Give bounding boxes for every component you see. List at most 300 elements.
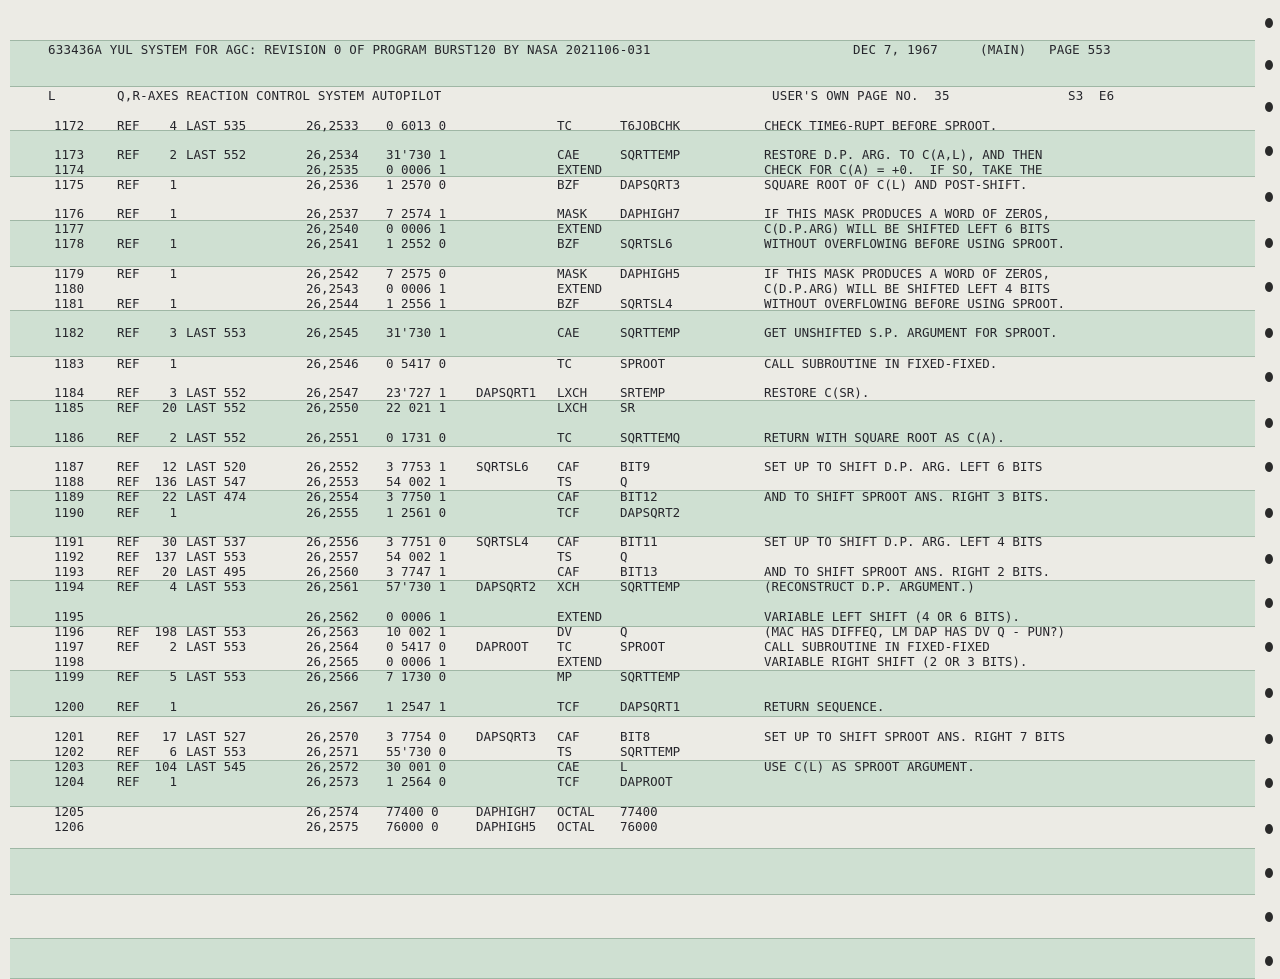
ref-count: 136 bbox=[154, 474, 177, 489]
opcode: LXCH bbox=[557, 385, 588, 400]
octal-value: 10 002 1 bbox=[386, 624, 447, 639]
ref-count: 104 bbox=[154, 759, 177, 774]
last-ref: LAST 553 bbox=[186, 744, 247, 759]
ref-marker: REF bbox=[117, 474, 140, 489]
listing-row bbox=[0, 282, 1280, 297]
operand: SQRTTEMQ bbox=[620, 430, 681, 445]
octal-value: 3 7753 1 bbox=[386, 459, 447, 474]
comment: (RECONSTRUCT D.P. ARGUMENT.) bbox=[764, 579, 975, 594]
last-ref: LAST 552 bbox=[186, 430, 247, 445]
address: 26,2552 bbox=[306, 459, 359, 474]
line-number: 1195 bbox=[54, 609, 85, 624]
operand: SQRTTEMP bbox=[620, 744, 681, 759]
opcode: MASK bbox=[557, 266, 588, 281]
line-number: 1189 bbox=[54, 489, 85, 504]
address: 26,2536 bbox=[306, 177, 359, 192]
ref-marker: REF bbox=[117, 385, 140, 400]
octal-value: 22 021 1 bbox=[386, 400, 447, 415]
operand: SQRTTEMP bbox=[620, 325, 681, 340]
address: 26,2570 bbox=[306, 729, 359, 744]
operand: SQRTSL6 bbox=[620, 236, 673, 251]
ref-marker: REF bbox=[117, 774, 140, 789]
ref-count: 22 bbox=[161, 489, 177, 504]
octal-value: 1 2547 1 bbox=[386, 699, 447, 714]
listing-row bbox=[0, 119, 1280, 134]
line-number: 1184 bbox=[54, 385, 85, 400]
ref-count: 1 bbox=[169, 206, 177, 221]
address: 26,2541 bbox=[306, 236, 359, 251]
address: 26,2533 bbox=[306, 118, 359, 133]
comment: GET UNSHIFTED S.P. ARGUMENT FOR SPROOT. bbox=[764, 325, 1058, 340]
operand: BIT13 bbox=[620, 564, 658, 579]
octal-value: 31'730 1 bbox=[386, 147, 447, 162]
comment: AND TO SHIFT SPROOT ANS. RIGHT 2 BITS. bbox=[764, 564, 1050, 579]
listing-row bbox=[0, 178, 1280, 193]
address: 26,2554 bbox=[306, 489, 359, 504]
line-number: 1179 bbox=[54, 266, 85, 281]
last-ref: LAST 553 bbox=[186, 549, 247, 564]
octal-value: 54 002 1 bbox=[386, 549, 447, 564]
opcode: EXTEND bbox=[557, 281, 603, 296]
opcode: EXTEND bbox=[557, 609, 603, 624]
address: 26,2566 bbox=[306, 669, 359, 684]
line-number: 1181 bbox=[54, 296, 85, 311]
ref-marker: REF bbox=[117, 400, 140, 415]
listing-row bbox=[0, 237, 1280, 252]
address: 26,2540 bbox=[306, 221, 359, 236]
listing-row bbox=[0, 730, 1280, 745]
line-number: 1192 bbox=[54, 549, 85, 564]
octal-value: 1 2561 0 bbox=[386, 505, 447, 520]
address: 26,2556 bbox=[306, 534, 359, 549]
ref-marker: REF bbox=[117, 699, 140, 714]
listing-row bbox=[0, 475, 1280, 490]
line-number: 1177 bbox=[54, 221, 85, 236]
opcode: BZF bbox=[557, 177, 580, 192]
ref-count: 20 bbox=[161, 400, 177, 415]
opcode: BZF bbox=[557, 236, 580, 251]
operand: L bbox=[620, 759, 628, 774]
section-title: Q,R-AXES REACTION CONTROL SYSTEM AUTOPILOT bbox=[117, 88, 442, 103]
operand: Q bbox=[620, 474, 628, 489]
operand: SR bbox=[620, 400, 636, 415]
listing-row bbox=[0, 490, 1280, 505]
address: 26,2542 bbox=[306, 266, 359, 281]
feed-hole-icon bbox=[1265, 18, 1273, 28]
opcode: DV bbox=[557, 624, 573, 639]
ref-marker: REF bbox=[117, 744, 140, 759]
listing-row bbox=[0, 357, 1280, 372]
line-number: 1198 bbox=[54, 654, 85, 669]
listing-row bbox=[0, 760, 1280, 775]
octal-value: 54 002 1 bbox=[386, 474, 447, 489]
opcode: TS bbox=[557, 474, 573, 489]
user-page-number: USER'S OWN PAGE NO. 35 bbox=[772, 88, 950, 103]
ref-marker: REF bbox=[117, 489, 140, 504]
comment: IF THIS MASK PRODUCES A WORD OF ZEROS, bbox=[764, 206, 1050, 221]
octal-value: 57'730 1 bbox=[386, 579, 447, 594]
address: 26,2550 bbox=[306, 400, 359, 415]
line-number: 1197 bbox=[54, 639, 85, 654]
opcode: CAF bbox=[557, 534, 580, 549]
opcode: TS bbox=[557, 549, 573, 564]
opcode: TC bbox=[557, 118, 573, 133]
line-number: 1174 bbox=[54, 162, 85, 177]
opcode: CAF bbox=[557, 564, 580, 579]
last-ref: LAST 552 bbox=[186, 147, 247, 162]
line-number: 1183 bbox=[54, 356, 85, 371]
address: 26,2534 bbox=[306, 147, 359, 162]
octal-value: 3 7751 0 bbox=[386, 534, 447, 549]
last-ref: LAST 520 bbox=[186, 459, 247, 474]
line-number: 1196 bbox=[54, 624, 85, 639]
ref-marker: REF bbox=[117, 296, 140, 311]
address: 26,2535 bbox=[306, 162, 359, 177]
line-number: 1175 bbox=[54, 177, 85, 192]
address: 26,2562 bbox=[306, 609, 359, 624]
comment: RETURN SEQUENCE. bbox=[764, 699, 885, 714]
operand: DAPHIGH5 bbox=[620, 266, 681, 281]
opcode: OCTAL bbox=[557, 804, 595, 819]
listing-row bbox=[0, 535, 1280, 550]
line-number: 1187 bbox=[54, 459, 85, 474]
ref-marker: REF bbox=[117, 356, 140, 371]
listing-row bbox=[0, 775, 1280, 790]
listing-row bbox=[0, 460, 1280, 475]
address: 26,2563 bbox=[306, 624, 359, 639]
comment: AND TO SHIFT SPROOT ANS. RIGHT 3 BITS. bbox=[764, 489, 1050, 504]
line-number: 1191 bbox=[54, 534, 85, 549]
comment: VARIABLE LEFT SHIFT (4 OR 6 BITS). bbox=[764, 609, 1020, 624]
octal-value: 0 0006 1 bbox=[386, 281, 447, 296]
ref-marker: REF bbox=[117, 206, 140, 221]
operand: BIT8 bbox=[620, 729, 651, 744]
ref-count: 1 bbox=[169, 177, 177, 192]
code-label: DAPHIGH5 bbox=[476, 819, 537, 834]
address: 26,2565 bbox=[306, 654, 359, 669]
last-ref: LAST 535 bbox=[186, 118, 247, 133]
listing-row bbox=[0, 610, 1280, 625]
line-number: 1193 bbox=[54, 564, 85, 579]
octal-value: 0 0006 1 bbox=[386, 654, 447, 669]
opcode: TCF bbox=[557, 505, 580, 520]
ref-count: 1 bbox=[169, 266, 177, 281]
address: 26,2537 bbox=[306, 206, 359, 221]
listing-row bbox=[0, 386, 1280, 401]
opcode: MP bbox=[557, 669, 573, 684]
ref-count: 6 bbox=[169, 744, 177, 759]
operand: 77400 bbox=[620, 804, 658, 819]
listing-row bbox=[0, 222, 1280, 237]
listing-row bbox=[0, 805, 1280, 820]
address: 26,2543 bbox=[306, 281, 359, 296]
ref-marker: REF bbox=[117, 534, 140, 549]
address: 26,2571 bbox=[306, 744, 359, 759]
address: 26,2551 bbox=[306, 430, 359, 445]
ref-count: 4 bbox=[169, 579, 177, 594]
opcode: TC bbox=[557, 430, 573, 445]
comment: RESTORE C(SR). bbox=[764, 385, 870, 400]
listing-row bbox=[0, 565, 1280, 580]
listing-row bbox=[0, 550, 1280, 565]
operand: BIT11 bbox=[620, 534, 658, 549]
ref-count: 5 bbox=[169, 669, 177, 684]
code-label: DAPHIGH7 bbox=[476, 804, 537, 819]
address: 26,2560 bbox=[306, 564, 359, 579]
line-number: 1180 bbox=[54, 281, 85, 296]
last-ref: LAST 553 bbox=[186, 639, 247, 654]
paper-band bbox=[10, 938, 1255, 979]
line-number: 1203 bbox=[54, 759, 85, 774]
octal-value: 0 6013 0 bbox=[386, 118, 447, 133]
operand: BIT9 bbox=[620, 459, 651, 474]
octal-value: 3 7750 1 bbox=[386, 489, 447, 504]
ref-marker: REF bbox=[117, 639, 140, 654]
ref-count: 12 bbox=[161, 459, 177, 474]
feed-hole-icon bbox=[1265, 102, 1273, 112]
octal-value: 76000 0 bbox=[386, 819, 439, 834]
comment: RETURN WITH SQUARE ROOT AS C(A). bbox=[764, 430, 1005, 445]
code-label: DAPSQRT1 bbox=[476, 385, 537, 400]
octal-value: 7 2575 0 bbox=[386, 266, 447, 281]
last-ref: LAST 553 bbox=[186, 325, 247, 340]
opcode: EXTEND bbox=[557, 162, 603, 177]
line-number: 1200 bbox=[54, 699, 85, 714]
opcode: MASK bbox=[557, 206, 588, 221]
feed-hole-icon bbox=[1265, 688, 1273, 698]
feed-hole-icon bbox=[1265, 956, 1273, 966]
comment: CALL SUBROUTINE IN FIXED-FIXED. bbox=[764, 356, 998, 371]
opcode: LXCH bbox=[557, 400, 588, 415]
operand: SPROOT bbox=[620, 356, 666, 371]
listing-row bbox=[0, 431, 1280, 446]
listing-row bbox=[0, 148, 1280, 163]
opcode: CAF bbox=[557, 459, 580, 474]
line-number: 1204 bbox=[54, 774, 85, 789]
feed-hole-icon bbox=[1265, 598, 1273, 608]
listing-flag: L bbox=[48, 88, 56, 103]
comment: IF THIS MASK PRODUCES A WORD OF ZEROS, bbox=[764, 266, 1050, 281]
ref-count: 2 bbox=[169, 639, 177, 654]
last-ref: LAST 474 bbox=[186, 489, 247, 504]
opcode: EXTEND bbox=[557, 221, 603, 236]
ref-marker: REF bbox=[117, 564, 140, 579]
listing-row bbox=[0, 163, 1280, 178]
ref-marker: REF bbox=[117, 118, 140, 133]
octal-value: 23'727 1 bbox=[386, 385, 447, 400]
code-label: DAPSQRT3 bbox=[476, 729, 537, 744]
ref-marker: REF bbox=[117, 147, 140, 162]
octal-value: 1 2552 0 bbox=[386, 236, 447, 251]
octal-value: 7 1730 0 bbox=[386, 669, 447, 684]
octal-value: 0 5417 0 bbox=[386, 639, 447, 654]
ref-count: 1 bbox=[169, 236, 177, 251]
address: 26,2553 bbox=[306, 474, 359, 489]
ref-count: 3 bbox=[169, 385, 177, 400]
opcode: BZF bbox=[557, 296, 580, 311]
octal-value: 1 2570 0 bbox=[386, 177, 447, 192]
listing-row bbox=[0, 625, 1280, 640]
ref-count: 1 bbox=[169, 296, 177, 311]
comment: SET UP TO SHIFT D.P. ARG. LEFT 4 BITS bbox=[764, 534, 1043, 549]
opcode: TC bbox=[557, 639, 573, 654]
opcode: CAF bbox=[557, 729, 580, 744]
octal-value: 1 2564 0 bbox=[386, 774, 447, 789]
feed-hole-icon bbox=[1265, 60, 1273, 70]
line-number: 1186 bbox=[54, 430, 85, 445]
address: 26,2555 bbox=[306, 505, 359, 520]
line-number: 1178 bbox=[54, 236, 85, 251]
listing-row bbox=[0, 207, 1280, 222]
opcode: CAE bbox=[557, 147, 580, 162]
ref-count: 2 bbox=[169, 147, 177, 162]
operand: SQRTSL4 bbox=[620, 296, 673, 311]
listing-row bbox=[0, 580, 1280, 595]
comment: SET UP TO SHIFT D.P. ARG. LEFT 6 BITS bbox=[764, 459, 1043, 474]
opcode: CAF bbox=[557, 489, 580, 504]
comment: C(D.P.ARG) WILL BE SHIFTED LEFT 4 BITS bbox=[764, 281, 1050, 296]
last-ref: LAST 545 bbox=[186, 759, 247, 774]
address: 26,2567 bbox=[306, 699, 359, 714]
operand: SQRTTEMP bbox=[620, 579, 681, 594]
line-number: 1188 bbox=[54, 474, 85, 489]
ref-marker: REF bbox=[117, 459, 140, 474]
line-number: 1194 bbox=[54, 579, 85, 594]
address: 26,2547 bbox=[306, 385, 359, 400]
ref-count: 1 bbox=[169, 774, 177, 789]
ref-marker: REF bbox=[117, 729, 140, 744]
listing-row bbox=[0, 820, 1280, 835]
comment: C(D.P.ARG) WILL BE SHIFTED LEFT 6 BITS bbox=[764, 221, 1050, 236]
ref-marker: REF bbox=[117, 759, 140, 774]
last-ref: LAST 553 bbox=[186, 669, 247, 684]
last-ref: LAST 553 bbox=[186, 624, 247, 639]
address: 26,2561 bbox=[306, 579, 359, 594]
feed-hole-icon bbox=[1265, 372, 1273, 382]
opcode: CAE bbox=[557, 325, 580, 340]
octal-value: 77400 0 bbox=[386, 804, 439, 819]
address: 26,2573 bbox=[306, 774, 359, 789]
octal-value: 55'730 0 bbox=[386, 744, 447, 759]
ref-count: 1 bbox=[169, 505, 177, 520]
octal-value: 7 2574 1 bbox=[386, 206, 447, 221]
listing-row bbox=[0, 670, 1280, 685]
ref-count: 20 bbox=[161, 564, 177, 579]
listing-row bbox=[0, 506, 1280, 521]
ref-count: 30 bbox=[161, 534, 177, 549]
last-ref: LAST 553 bbox=[186, 579, 247, 594]
ref-count: 17 bbox=[161, 729, 177, 744]
ref-marker: REF bbox=[117, 579, 140, 594]
ref-marker: REF bbox=[117, 505, 140, 520]
address: 26,2575 bbox=[306, 819, 359, 834]
last-ref: LAST 527 bbox=[186, 729, 247, 744]
ref-count: 3 bbox=[169, 325, 177, 340]
operand: DAPROOT bbox=[620, 774, 673, 789]
comment: CHECK FOR C(A) = +0. IF SO, TAKE THE bbox=[764, 162, 1043, 177]
ref-marker: REF bbox=[117, 236, 140, 251]
ref-marker: REF bbox=[117, 325, 140, 340]
octal-value: 3 7754 0 bbox=[386, 729, 447, 744]
address: 26,2544 bbox=[306, 296, 359, 311]
last-ref: LAST 537 bbox=[186, 534, 247, 549]
comment: SQUARE ROOT OF C(L) AND POST-SHIFT. bbox=[764, 177, 1028, 192]
operand: SQRTTEMP bbox=[620, 669, 681, 684]
operand: SPROOT bbox=[620, 639, 666, 654]
listing-row bbox=[0, 655, 1280, 670]
feed-hole-icon bbox=[1265, 912, 1273, 922]
operand: BIT12 bbox=[620, 489, 658, 504]
paper-band bbox=[10, 848, 1255, 895]
ref-marker: REF bbox=[117, 669, 140, 684]
listing-row bbox=[0, 326, 1280, 341]
ref-marker: REF bbox=[117, 549, 140, 564]
ref-marker: REF bbox=[117, 177, 140, 192]
ref-marker: REF bbox=[117, 624, 140, 639]
address: 26,2574 bbox=[306, 804, 359, 819]
last-ref: LAST 495 bbox=[186, 564, 247, 579]
octal-value: 1 2556 1 bbox=[386, 296, 447, 311]
opcode: TS bbox=[557, 744, 573, 759]
comment: (MAC HAS DIFFEQ, LM DAP HAS DV Q - PUN?) bbox=[764, 624, 1066, 639]
octal-value: 0 0006 1 bbox=[386, 162, 447, 177]
code-label: DAPSQRT2 bbox=[476, 579, 537, 594]
code-label: SQRTSL6 bbox=[476, 459, 529, 474]
octal-value: 0 1731 0 bbox=[386, 430, 447, 445]
ref-count: 1 bbox=[169, 356, 177, 371]
comment: WITHOUT OVERFLOWING BEFORE USING SPROOT. bbox=[764, 236, 1066, 251]
octal-value: 0 5417 0 bbox=[386, 356, 447, 371]
last-ref: LAST 552 bbox=[186, 400, 247, 415]
comment: VARIABLE RIGHT SHIFT (2 OR 3 BITS). bbox=[764, 654, 1028, 669]
address: 26,2557 bbox=[306, 549, 359, 564]
operand: SRTEMP bbox=[620, 385, 666, 400]
opcode: TCF bbox=[557, 774, 580, 789]
octal-value: 31'730 1 bbox=[386, 325, 447, 340]
line-number: 1173 bbox=[54, 147, 85, 162]
comment: SET UP TO SHIFT SPROOT ANS. RIGHT 7 BITS bbox=[764, 729, 1066, 744]
code-label: SQRTSL4 bbox=[476, 534, 529, 549]
operand: SQRTTEMP bbox=[620, 147, 681, 162]
listing-row bbox=[0, 745, 1280, 760]
line-number: 1172 bbox=[54, 118, 85, 133]
opcode: XCH bbox=[557, 579, 580, 594]
comment: CALL SUBROUTINE IN FIXED-FIXED bbox=[764, 639, 990, 654]
operand: Q bbox=[620, 549, 628, 564]
line-number: 1206 bbox=[54, 819, 85, 834]
line-number: 1205 bbox=[54, 804, 85, 819]
line-number: 1201 bbox=[54, 729, 85, 744]
operand: DAPSQRT3 bbox=[620, 177, 681, 192]
comment: RESTORE D.P. ARG. TO C(A,L), AND THEN bbox=[764, 147, 1043, 162]
operand: 76000 bbox=[620, 819, 658, 834]
listing-row bbox=[0, 700, 1280, 715]
opcode: EXTEND bbox=[557, 654, 603, 669]
operand: DAPHIGH7 bbox=[620, 206, 681, 221]
address: 26,2545 bbox=[306, 325, 359, 340]
last-ref: LAST 552 bbox=[186, 385, 247, 400]
listing-row bbox=[0, 401, 1280, 416]
octal-value: 3 7747 1 bbox=[386, 564, 447, 579]
section-code: S3 E6 bbox=[1068, 88, 1115, 103]
line-number: 1199 bbox=[54, 669, 85, 684]
address: 26,2564 bbox=[306, 639, 359, 654]
comment: CHECK TIME6-RUPT BEFORE SPROOT. bbox=[764, 118, 998, 133]
address: 26,2546 bbox=[306, 356, 359, 371]
opcode: TC bbox=[557, 356, 573, 371]
opcode: OCTAL bbox=[557, 819, 595, 834]
listing-mode: (MAIN) bbox=[980, 42, 1027, 57]
